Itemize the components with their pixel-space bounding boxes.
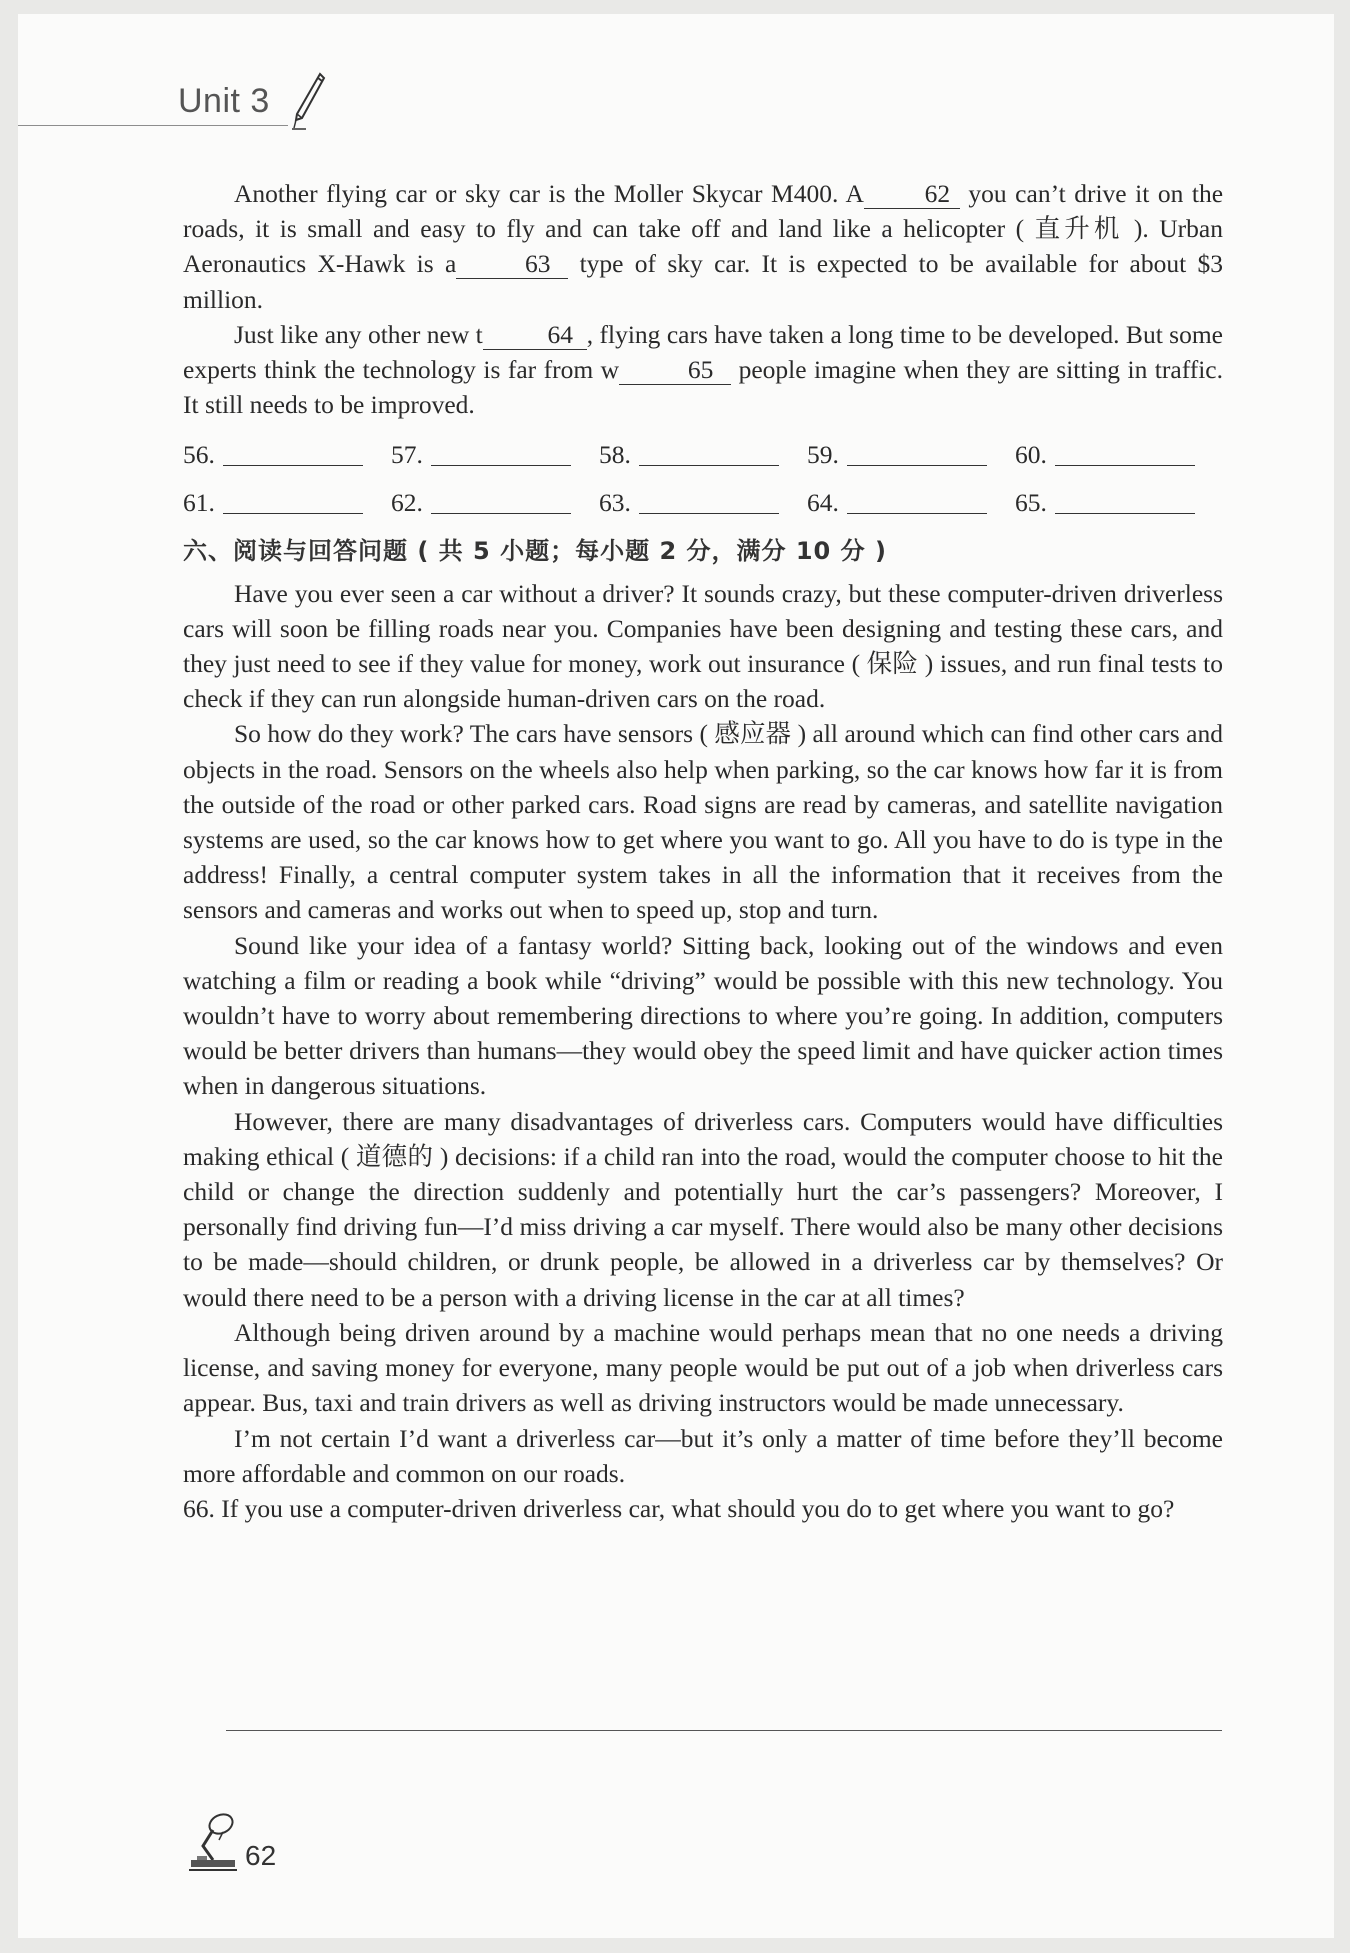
- answer-number: 62.: [391, 488, 423, 518]
- reading-paragraph: Sound like your idea of a fantasy world? Sitting back, looking out of the windows and even watching a film or reading a book while “driving” would be possible with this new technology. You wouldn’t have to worry about remembering directions to where you’re going. In addition, computers would be better drivers than humans—they would obey the speed limit and have quicker action times when in dangerous situations.: [183, 930, 1223, 1101]
- page-header: [18, 14, 1334, 144]
- reading-paragraph: I’m not certain I’d want a driverless car—but it’s only a matter of time before they’ll become more affordable and common on our roads.: [183, 1423, 1223, 1488]
- workbook-page: [18, 14, 1334, 1938]
- answer-item: [807, 485, 1015, 520]
- header-rule: [18, 125, 288, 126]
- passage-paragraph: [183, 176, 1223, 317]
- answer-line[interactable]: [1055, 513, 1195, 514]
- answer-line[interactable]: [639, 465, 779, 466]
- answer-row: [183, 472, 1223, 520]
- blank-64: 64: [483, 322, 587, 350]
- passage-text: you can’t drive it on the roads, it is small and easy to fly and can take off and land like a helicopter ( 直升机 ). Urban Aeronautics X-Hawk is a: [183, 179, 1224, 279]
- section-heading: 六、阅读与回答问题 ( 共 5 小题；每小题 2 分，满分 10 分 ): [183, 537, 887, 566]
- passage-text: type of sky car. It is expected to be available for about $3 million.: [183, 249, 1224, 314]
- answer-item: [183, 437, 391, 472]
- passage-text: Just like any other new t: [234, 319, 483, 349]
- reading-paragraph: Have you ever seen a car without a driver? It sounds crazy, but these computer-driven driverless cars will soon be filling roads near you. Companies have been designing and testing these cars, and they just need to see if they value for money, work out insurance ( 保险 ) issues, and run final tests to check if they can run alongside human-driven cars on the road.: [183, 578, 1223, 714]
- answer-item: [807, 437, 1015, 472]
- blank-63: 63: [456, 251, 568, 279]
- answer-line[interactable]: [1055, 465, 1195, 466]
- page-footer: [183, 1810, 323, 1880]
- reading-paragraph: However, there are many disadvantages of driverless cars. Computers would have difficulties making ethical ( 道德的 ) decisions: if a child ran into the road, would the computer choose to hit the child or change the direction suddenly and potentially hurt the car’s passengers? Moreover, I personally find driving fun—I’d miss driving a car myself. There would also be many other decisions to be made—should children, or drunk people, be allowed in a driverless car by themselves? Or would there need to be a person with a driving license in the car at all times?: [183, 1106, 1223, 1312]
- answer-item: [599, 437, 807, 472]
- answer-line[interactable]: [847, 513, 987, 514]
- answer-item: [391, 485, 599, 520]
- answer-line[interactable]: [223, 513, 363, 514]
- passage-paragraph: [183, 317, 1223, 423]
- answer-line[interactable]: [847, 465, 987, 466]
- unit-title: Unit 3: [178, 82, 270, 120]
- answer-item: [391, 437, 599, 472]
- passage-text: Another flying car or sky car is the Moller Skycar M400. A: [234, 179, 864, 208]
- answer-item: [183, 485, 391, 520]
- answer-number: 61.: [183, 488, 215, 518]
- answer-grid: [183, 424, 1223, 520]
- answer-line[interactable]: [639, 513, 779, 514]
- question-66-answer-line[interactable]: [226, 1730, 1222, 1731]
- answer-number: 64.: [807, 488, 839, 518]
- pen-icon: [290, 72, 326, 132]
- passage-text: , flying cars have taken a long time to be developed. But some experts think the technology is far from w: [183, 319, 1224, 385]
- answer-number: 60.: [1015, 440, 1047, 470]
- answer-number: 57.: [391, 440, 423, 470]
- answer-number: 65.: [1015, 488, 1047, 518]
- answer-row: [183, 424, 1223, 472]
- answer-number: 58.: [599, 440, 631, 470]
- answer-line[interactable]: [223, 465, 363, 466]
- answer-line[interactable]: [431, 513, 571, 514]
- reading-paragraph: Although being driven around by a machine would perhaps mean that no one needs a driving license, and saving money for everyone, many people would be put out of a job when driverless cars appear. Bus, taxi and train drivers as well as driving instructors would be made unnecessary.: [183, 1317, 1223, 1418]
- answer-item: [1015, 485, 1223, 520]
- answer-number: 59.: [807, 440, 839, 470]
- page-content: [183, 176, 1223, 1526]
- answer-line[interactable]: [431, 465, 571, 466]
- answer-number: 56.: [183, 440, 215, 470]
- passage-text: people imagine when they are sitting in traffic. It still needs to be improved.: [183, 355, 1224, 420]
- question-66: 66. If you use a computer-driven driverless car, what should you do to get where you want to go?: [183, 1493, 1175, 1523]
- answer-item: [599, 485, 807, 520]
- answer-number: 63.: [599, 488, 631, 518]
- desk-lamp-icon: [183, 1810, 243, 1874]
- blank-65: 65: [619, 357, 731, 385]
- page-number: 62: [245, 1840, 277, 1871]
- reading-paragraph: So how do they work? The cars have sensors ( 感应器 ) all around which can find other cars and objects in the road. Sensors on the wheels also help when parking, so the car knows how far it is from the outside of the road or other parked cars. Road signs are read by cameras, and satellite navigation systems are used, so the car knows how to get where you want to go. All you have to do is type in the address! Finally, a central computer system takes in all the information that it receives from the sensors and cameras and works out when to speed up, stop and turn.: [183, 719, 1223, 925]
- blank-62: 62: [864, 181, 960, 209]
- answer-item: [1015, 437, 1223, 472]
